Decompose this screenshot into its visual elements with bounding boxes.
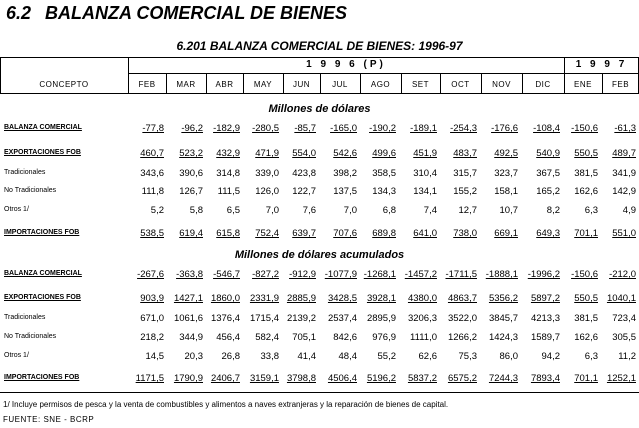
section-heading: Millones de dólares: [268, 103, 371, 115]
value-cell: 1061,6: [173, 313, 203, 324]
value-cell: 550,5: [574, 148, 598, 159]
value-cell: 707,6: [333, 228, 357, 239]
value-cell: 323,7: [494, 168, 518, 179]
title-text: BALANZA COMERCIAL DE BIENES: [45, 3, 348, 23]
value-cell: -176,6: [491, 123, 518, 134]
value-cell: 471,9: [255, 148, 279, 159]
value-cell: 8,2: [546, 205, 560, 216]
month-header: FEB: [611, 80, 630, 89]
value-cell: 162,6: [574, 186, 598, 197]
section-heading: Millones de dólares acumulados: [234, 249, 405, 261]
month-header: SET: [411, 80, 430, 89]
value-cell: 2139,2: [286, 313, 316, 324]
value-cell: 903,9: [140, 293, 164, 304]
value-cell: 7244,3: [488, 373, 518, 384]
value-cell: 540,9: [536, 148, 560, 159]
value-cell: -1268,1: [363, 269, 396, 280]
value-cell: 2885,9: [286, 293, 316, 304]
month-header: MAR: [176, 80, 196, 89]
value-cell: 381,5: [574, 168, 598, 179]
value-cell: 976,9: [372, 332, 396, 343]
row-label: IMPORTACIONES FOB: [4, 229, 80, 236]
value-cell: 5196,2: [366, 373, 396, 384]
value-cell: -61,3: [614, 123, 636, 134]
row-label: BALANZA COMERCIAL: [4, 270, 82, 277]
value-cell: 1860,0: [210, 293, 240, 304]
value-cell: 310,4: [413, 168, 437, 179]
value-cell: 26,8: [221, 351, 240, 362]
header-bottom-rule: [0, 93, 639, 94]
value-cell: 158,1: [494, 186, 518, 197]
value-cell: 6,8: [382, 205, 396, 216]
value-cell: 1171,5: [135, 373, 164, 384]
value-cell: 2406,7: [210, 373, 240, 384]
value-cell: 343,6: [140, 168, 164, 179]
value-cell: 162,6: [574, 332, 598, 343]
value-cell: 390,6: [179, 168, 203, 179]
value-cell: 14,5: [145, 351, 164, 362]
value-cell: 538,5: [140, 228, 164, 239]
value-cell: 339,0: [255, 168, 279, 179]
value-cell: 1589,7: [530, 332, 560, 343]
value-cell: 41,4: [297, 351, 316, 362]
value-cell: -77,8: [142, 123, 164, 134]
value-cell: 489,7: [612, 148, 636, 159]
value-cell: 5897,2: [530, 293, 560, 304]
month-header: JUL: [332, 80, 348, 89]
row-label: No Tradicionales: [4, 333, 57, 340]
page-title: [6, 3, 347, 24]
row-label: Otros 1/: [4, 206, 29, 213]
value-cell: 701,1: [574, 373, 598, 384]
value-cell: 689,8: [372, 228, 396, 239]
value-cell: 4380,0: [407, 293, 437, 304]
value-cell: 523,2: [179, 148, 203, 159]
month-header: ABR: [215, 80, 234, 89]
value-cell: 554,0: [292, 148, 316, 159]
value-cell: -96,2: [181, 123, 203, 134]
value-cell: 126,7: [179, 186, 203, 197]
value-cell: 705,1: [292, 332, 316, 343]
value-cell: 723,4: [612, 313, 636, 324]
value-cell: 4,9: [622, 205, 636, 216]
value-cell: 752,4: [255, 228, 279, 239]
value-cell: 86,0: [499, 351, 518, 362]
value-cell: 1424,3: [488, 332, 518, 343]
row-label: EXPORTACIONES FOB: [4, 149, 81, 156]
title-number: 6.2: [6, 3, 32, 23]
value-cell: 137,5: [333, 186, 357, 197]
value-cell: -182,9: [213, 123, 240, 134]
value-cell: 20,3: [184, 351, 203, 362]
value-cell: 3522,0: [447, 313, 477, 324]
value-cell: 550,5: [574, 293, 598, 304]
value-cell: 305,5: [612, 332, 636, 343]
row-label: IMPORTACIONES FOB: [4, 374, 80, 381]
value-cell: 4506,4: [327, 373, 357, 384]
value-cell: 10,7: [499, 205, 518, 216]
value-cell: 669,1: [494, 228, 518, 239]
value-cell: 2537,4: [327, 313, 357, 324]
value-cell: 314,8: [216, 168, 240, 179]
source-line: FUENTE: SNE - BCRP: [3, 415, 95, 424]
row-label: Otros 1/: [4, 352, 29, 359]
concept-header: CONCEPTO: [39, 80, 89, 89]
value-cell: 1252,1: [606, 373, 636, 384]
value-cell: 94,2: [541, 351, 560, 362]
value-cell: -546,7: [213, 269, 240, 280]
value-cell: 7,6: [302, 205, 316, 216]
value-cell: -150,6: [571, 269, 598, 280]
value-cell: 615,8: [216, 228, 240, 239]
value-cell: 134,3: [372, 186, 396, 197]
value-cell: 341,9: [612, 168, 636, 179]
value-cell: -363,8: [176, 269, 203, 280]
value-cell: -280,5: [252, 123, 279, 134]
value-cell: 2331,9: [249, 293, 279, 304]
value-cell: -189,1: [410, 123, 437, 134]
value-cell: -190,2: [369, 123, 396, 134]
value-cell: 738,0: [453, 228, 477, 239]
month-header: JUN: [292, 80, 311, 89]
year-1996-header: 1 9 9 6 (P): [306, 59, 386, 70]
value-cell: 432,9: [216, 148, 240, 159]
month-header: MAY: [253, 80, 273, 89]
value-cell: 315,7: [453, 168, 477, 179]
value-cell: 3798,8: [286, 373, 316, 384]
value-cell: 134,1: [413, 186, 437, 197]
value-cell: 2895,9: [366, 313, 396, 324]
value-cell: 48,4: [338, 351, 357, 362]
month-header: FEB: [138, 80, 156, 89]
value-cell: 218,2: [140, 332, 164, 343]
value-cell: 1715,4: [249, 313, 279, 324]
value-cell: 55,2: [377, 351, 396, 362]
value-cell: 75,3: [458, 351, 477, 362]
row-label: BALANZA COMERCIAL: [4, 124, 82, 131]
value-cell: 3928,1: [366, 293, 396, 304]
value-cell: 367,5: [536, 168, 560, 179]
value-cell: 165,2: [536, 186, 560, 197]
value-cell: 649,3: [536, 228, 560, 239]
value-cell: -212,0: [609, 269, 636, 280]
value-cell: 3845,7: [488, 313, 518, 324]
value-cell: 142,9: [612, 186, 636, 197]
month-header: NOV: [492, 80, 511, 89]
value-cell: 641,0: [413, 228, 437, 239]
row-label: No Tradicionales: [4, 187, 57, 194]
value-cell: 155,2: [453, 186, 477, 197]
value-cell: 111,5: [217, 186, 240, 197]
month-header: OCT: [451, 80, 470, 89]
table-bottom-rule: [0, 392, 639, 393]
value-cell: 5,8: [189, 205, 203, 216]
row-label: EXPORTACIONES FOB: [4, 294, 81, 301]
value-cell: 483,7: [453, 148, 477, 159]
value-cell: -165,0: [330, 123, 357, 134]
value-cell: -108,4: [533, 123, 560, 134]
value-cell: 3159,1: [249, 373, 279, 384]
value-cell: 381,5: [574, 313, 598, 324]
value-cell: 7,0: [265, 205, 279, 216]
value-cell: 344,9: [179, 332, 203, 343]
value-cell: 33,8: [260, 351, 279, 362]
value-cell: 542,6: [333, 148, 357, 159]
value-cell: 3206,3: [407, 313, 437, 324]
value-cell: 12,7: [458, 205, 477, 216]
value-cell: 122,7: [292, 186, 316, 197]
year-1997-header: 1 9 9 7: [575, 59, 628, 70]
value-cell: -827,2: [252, 269, 279, 280]
table-subtitle: 6.201 BALANZA COMERCIAL DE BIENES: 1996-97: [176, 39, 463, 53]
value-cell: -254,3: [450, 123, 477, 134]
month-header: DIC: [535, 80, 551, 89]
value-cell: -85,7: [294, 123, 316, 134]
value-cell: -1996,2: [527, 269, 560, 280]
year-rule: [128, 73, 639, 74]
value-cell: 423,8: [292, 168, 316, 179]
value-cell: 111,8: [141, 186, 164, 197]
value-cell: 11,2: [618, 351, 636, 362]
value-cell: 456,4: [216, 332, 240, 343]
value-cell: 4213,3: [530, 313, 560, 324]
value-cell: 6,3: [584, 205, 598, 216]
value-cell: 62,6: [418, 351, 437, 362]
value-cell: 639,7: [292, 228, 316, 239]
value-cell: 3428,5: [327, 293, 357, 304]
value-cell: 7893,4: [530, 373, 560, 384]
value-cell: 4863,7: [447, 293, 477, 304]
value-cell: -1711,5: [445, 269, 477, 280]
value-cell: -150,6: [571, 123, 598, 134]
value-cell: 5837,2: [407, 373, 437, 384]
value-cell: 671,0: [140, 313, 164, 324]
value-cell: 398,2: [333, 168, 357, 179]
value-cell: 1266,2: [447, 332, 477, 343]
value-cell: 5356,2: [488, 293, 518, 304]
value-cell: 358,5: [372, 168, 396, 179]
value-cell: 1790,9: [173, 373, 203, 384]
value-cell: 1111,0: [410, 332, 437, 343]
value-cell: 126,0: [255, 186, 279, 197]
value-cell: 460,7: [140, 148, 164, 159]
month-header: ENE: [574, 80, 592, 89]
value-cell: 1376,4: [210, 313, 240, 324]
row-label: Tradicionales: [4, 314, 46, 321]
value-cell: 6,5: [226, 205, 240, 216]
value-cell: 6,3: [584, 351, 598, 362]
value-cell: 842,6: [333, 332, 357, 343]
value-cell: -912,9: [289, 269, 316, 280]
month-header: AGO: [370, 80, 391, 89]
value-cell: 7,0: [343, 205, 357, 216]
value-cell: 492,5: [494, 148, 518, 159]
value-cell: 499,6: [372, 148, 396, 159]
value-cell: 1427,1: [173, 293, 203, 304]
header-top-rule: [0, 57, 639, 58]
value-cell: -1457,2: [404, 269, 437, 280]
value-cell: 701,1: [574, 228, 598, 239]
footnote: 1/ Incluye permisos de pesca y la venta de combustibles y alimentos a naves extranjeras y la reparación de bienes de capital.: [3, 400, 449, 409]
value-cell: 451,9: [413, 148, 437, 159]
value-cell: 1040,1: [606, 293, 636, 304]
value-cell: 5,2: [150, 205, 164, 216]
value-cell: 551,0: [612, 228, 636, 239]
value-cell: 582,4: [255, 332, 279, 343]
row-label: Tradicionales: [4, 169, 46, 176]
value-cell: -267,6: [137, 269, 164, 280]
value-cell: -1077,9: [324, 269, 357, 280]
value-cell: 6575,2: [447, 373, 477, 384]
value-cell: -1888,1: [485, 269, 518, 280]
value-cell: 619,4: [179, 228, 203, 239]
value-cell: 7,4: [423, 205, 437, 216]
